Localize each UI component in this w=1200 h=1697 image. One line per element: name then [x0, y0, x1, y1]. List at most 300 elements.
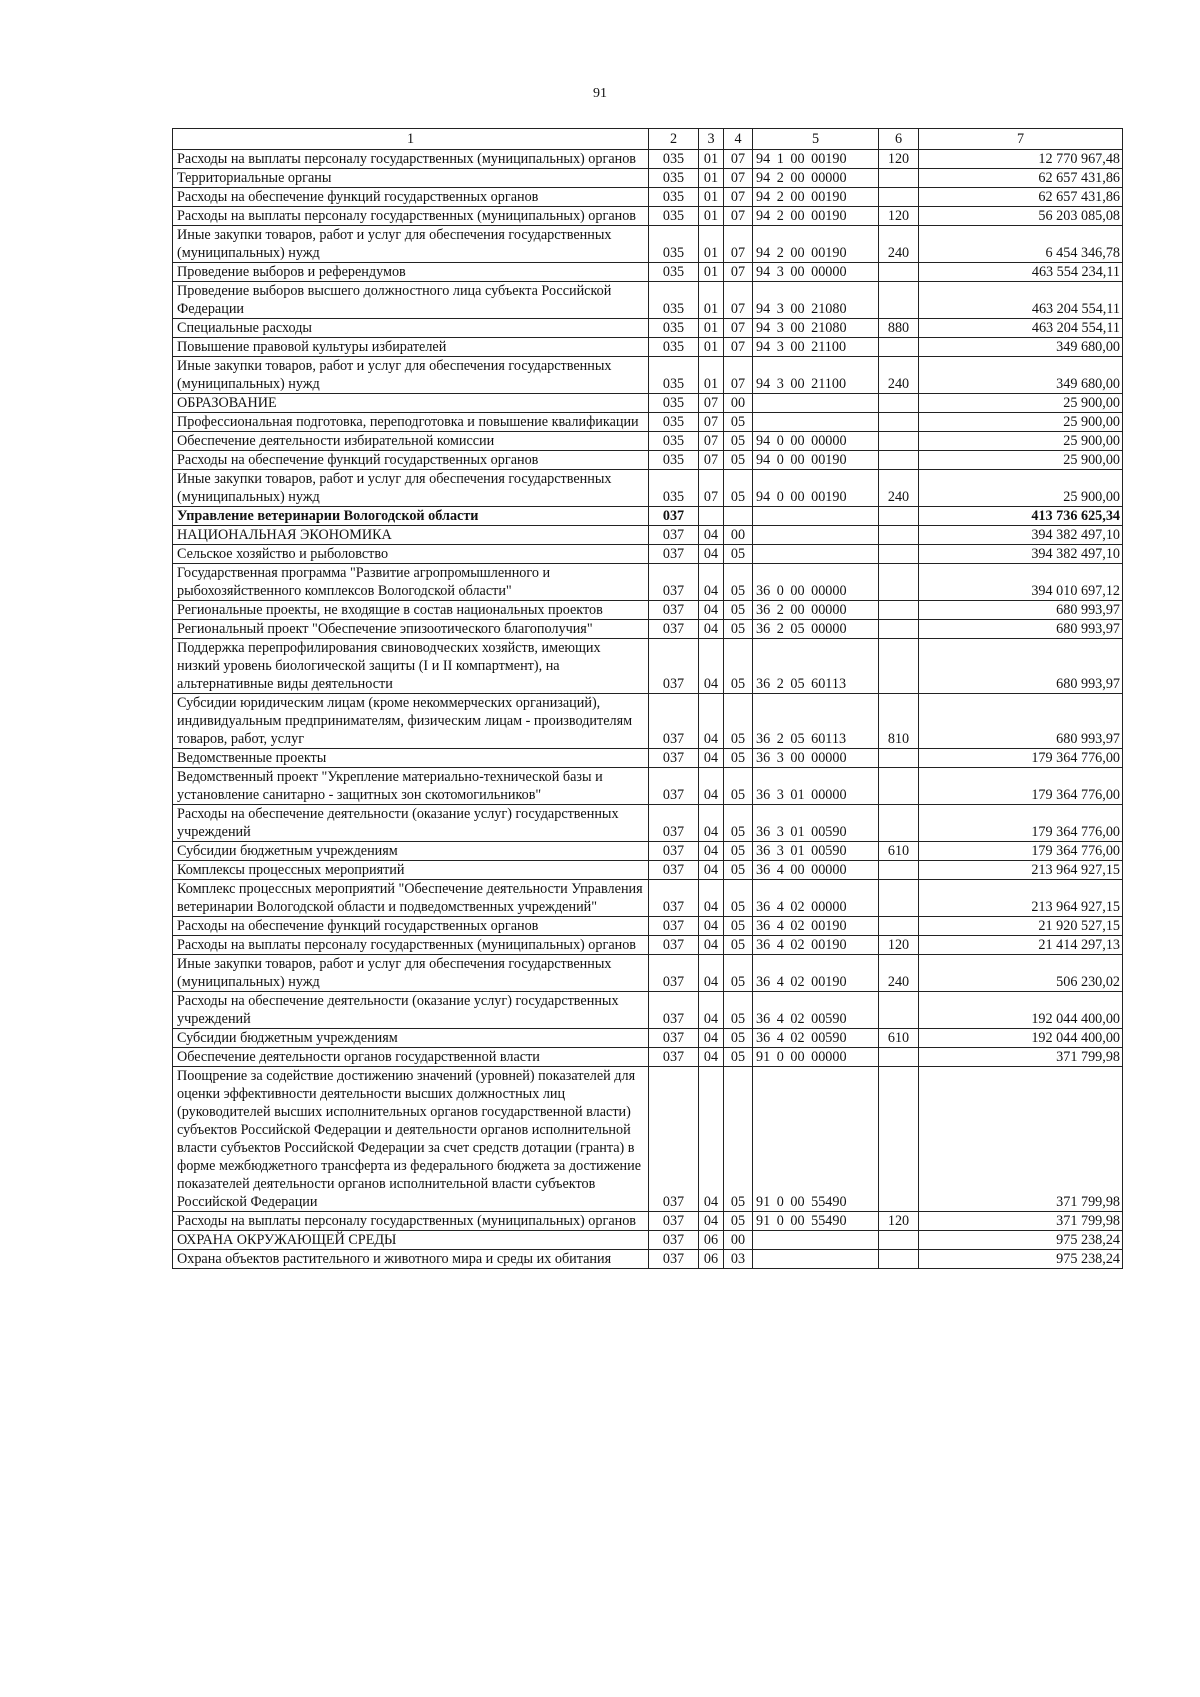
row-name-cell: Расходы на выплаты персоналу государственных (муниципальных) органов — [173, 1212, 649, 1231]
row-target-article-cell — [753, 526, 879, 545]
row-target-article-cell: 94 3 00 00000 — [753, 263, 879, 282]
table-row — [173, 805, 1123, 842]
row-section-cell: 04 — [699, 842, 724, 861]
row-target-article-cell: 36 4 02 00190 — [753, 936, 879, 955]
row-name-cell: Комплекс процессных мероприятий "Обеспечение деятельности Управления ветеринарии Вологодской области и подведомственных учреждений" — [173, 880, 649, 917]
row-amount-cell: 56 203 085,08 — [919, 207, 1123, 226]
row-amount-cell: 21 920 527,15 — [919, 917, 1123, 936]
column-header: 2 — [649, 129, 699, 150]
row-name-cell: Региональные проекты, не входящие в состав национальных проектов — [173, 601, 649, 620]
row-expense-type-cell — [879, 394, 919, 413]
row-target-article-cell: 36 4 02 00190 — [753, 917, 879, 936]
row-section-cell: 04 — [699, 564, 724, 601]
table-row — [173, 936, 1123, 955]
row-subsection-cell: 05 — [724, 451, 753, 470]
row-admin-code-cell: 035 — [649, 451, 699, 470]
row-subsection-cell: 07 — [724, 226, 753, 263]
row-admin-code-cell: 037 — [649, 564, 699, 601]
row-admin-code-cell: 037 — [649, 749, 699, 768]
row-amount-cell: 680 993,97 — [919, 694, 1123, 749]
row-section-cell: 01 — [699, 226, 724, 263]
row-name-cell: Субсидии юридическим лицам (кроме некоммерческих организаций), индивидуальным предпринимателям, физическим лицам - производителям товаров, работ, услуг — [173, 694, 649, 749]
row-admin-code-cell: 037 — [649, 620, 699, 639]
row-name-cell: Ведомственный проект "Укрепление материально-технической базы и установление санитарно - защитных зон скотомогильников" — [173, 768, 649, 805]
table-row — [173, 694, 1123, 749]
row-section-cell: 01 — [699, 169, 724, 188]
row-admin-code-cell: 035 — [649, 357, 699, 394]
row-expense-type-cell — [879, 263, 919, 282]
row-section-cell: 06 — [699, 1231, 724, 1250]
row-subsection-cell: 05 — [724, 861, 753, 880]
table-row — [173, 545, 1123, 564]
row-amount-cell: 25 900,00 — [919, 413, 1123, 432]
row-name-cell: Поощрение за содействие достижению значений (уровней) показателей для оценки эффективности деятельности высших должностных лиц (руководителей высших исполнительных органов государственной власти) субъектов Российской Федерации и деятельности органов исполнительной власти субъектов Российской Федерации за счет средств дотации (гранта) в форме межбюджетного трансферта из федерального бюджета за достижение показателей деятельности органов исполнительной власти субъектов Российской Федерации — [173, 1067, 649, 1212]
table-row — [173, 1231, 1123, 1250]
row-section-cell: 04 — [699, 805, 724, 842]
row-admin-code-cell: 037 — [649, 861, 699, 880]
row-section-cell: 07 — [699, 413, 724, 432]
row-target-article-cell — [753, 394, 879, 413]
row-target-article-cell: 36 3 00 00000 — [753, 749, 879, 768]
row-section-cell: 04 — [699, 861, 724, 880]
row-amount-cell: 25 900,00 — [919, 470, 1123, 507]
row-subsection-cell: 05 — [724, 413, 753, 432]
row-target-article-cell: 36 4 02 00000 — [753, 880, 879, 917]
row-subsection-cell — [724, 507, 753, 526]
row-subsection-cell: 00 — [724, 1231, 753, 1250]
table-row — [173, 1250, 1123, 1269]
row-amount-cell: 413 736 625,34 — [919, 507, 1123, 526]
row-admin-code-cell: 037 — [649, 955, 699, 992]
row-amount-cell: 213 964 927,15 — [919, 861, 1123, 880]
row-name-cell: Иные закупки товаров, работ и услуг для обеспечения государственных (муниципальных) нужд — [173, 955, 649, 992]
row-subsection-cell: 05 — [724, 917, 753, 936]
column-header: 1 — [173, 129, 649, 150]
row-expense-type-cell — [879, 1067, 919, 1212]
row-amount-cell: 463 204 554,11 — [919, 319, 1123, 338]
row-target-article-cell: 94 2 00 00190 — [753, 226, 879, 263]
row-section-cell: 01 — [699, 207, 724, 226]
row-expense-type-cell: 810 — [879, 694, 919, 749]
row-subsection-cell: 07 — [724, 319, 753, 338]
row-name-cell: Расходы на выплаты персоналу государственных (муниципальных) органов — [173, 207, 649, 226]
row-amount-cell: 349 680,00 — [919, 338, 1123, 357]
row-subsection-cell: 07 — [724, 263, 753, 282]
row-target-article-cell: 36 2 05 60113 — [753, 639, 879, 694]
row-section-cell: 04 — [699, 749, 724, 768]
row-subsection-cell: 05 — [724, 805, 753, 842]
table-row — [173, 470, 1123, 507]
row-target-article-cell — [753, 545, 879, 564]
row-subsection-cell: 05 — [724, 1212, 753, 1231]
table-row — [173, 282, 1123, 319]
row-admin-code-cell: 037 — [649, 507, 699, 526]
table-row — [173, 917, 1123, 936]
row-subsection-cell: 05 — [724, 992, 753, 1029]
row-expense-type-cell — [879, 1231, 919, 1250]
row-amount-cell: 463 554 234,11 — [919, 263, 1123, 282]
row-target-article-cell — [753, 1250, 879, 1269]
row-name-cell: Специальные расходы — [173, 319, 649, 338]
row-subsection-cell: 05 — [724, 768, 753, 805]
row-subsection-cell: 05 — [724, 620, 753, 639]
row-amount-cell: 213 964 927,15 — [919, 880, 1123, 917]
table-row — [173, 413, 1123, 432]
row-target-article-cell: 36 4 00 00000 — [753, 861, 879, 880]
row-target-article-cell: 94 3 00 21100 — [753, 338, 879, 357]
column-header: 5 — [753, 129, 879, 150]
row-name-cell: Иные закупки товаров, работ и услуг для обеспечения государственных (муниципальных) нужд — [173, 226, 649, 263]
row-admin-code-cell: 037 — [649, 1250, 699, 1269]
row-name-cell: Охрана объектов растительного и животного мира и среды их обитания — [173, 1250, 649, 1269]
row-amount-cell: 179 364 776,00 — [919, 842, 1123, 861]
row-expense-type-cell — [879, 639, 919, 694]
row-section-cell: 01 — [699, 338, 724, 357]
row-section-cell: 01 — [699, 263, 724, 282]
row-amount-cell: 463 204 554,11 — [919, 282, 1123, 319]
row-amount-cell: 680 993,97 — [919, 620, 1123, 639]
row-admin-code-cell: 035 — [649, 394, 699, 413]
row-target-article-cell: 94 2 00 00190 — [753, 207, 879, 226]
table-row — [173, 768, 1123, 805]
row-name-cell: Иные закупки товаров, работ и услуг для обеспечения государственных (муниципальных) нужд — [173, 357, 649, 394]
row-section-cell: 04 — [699, 880, 724, 917]
row-expense-type-cell — [879, 917, 919, 936]
row-amount-cell: 349 680,00 — [919, 357, 1123, 394]
row-target-article-cell — [753, 413, 879, 432]
table-row — [173, 357, 1123, 394]
row-amount-cell: 25 900,00 — [919, 432, 1123, 451]
row-name-cell: Иные закупки товаров, работ и услуг для обеспечения государственных (муниципальных) нужд — [173, 470, 649, 507]
row-amount-cell: 192 044 400,00 — [919, 992, 1123, 1029]
row-name-cell: Расходы на выплаты персоналу государственных (муниципальных) органов — [173, 936, 649, 955]
row-admin-code-cell: 035 — [649, 282, 699, 319]
row-expense-type-cell — [879, 545, 919, 564]
row-amount-cell: 192 044 400,00 — [919, 1029, 1123, 1048]
row-amount-cell: 506 230,02 — [919, 955, 1123, 992]
row-name-cell: Расходы на обеспечение функций государственных органов — [173, 917, 649, 936]
table-row — [173, 451, 1123, 470]
row-subsection-cell: 07 — [724, 338, 753, 357]
row-name-cell: Расходы на обеспечение функций государственных органов — [173, 451, 649, 470]
row-expense-type-cell: 240 — [879, 357, 919, 394]
table-row — [173, 263, 1123, 282]
row-expense-type-cell — [879, 805, 919, 842]
row-amount-cell: 975 238,24 — [919, 1250, 1123, 1269]
row-subsection-cell: 00 — [724, 526, 753, 545]
row-name-cell: Расходы на выплаты персоналу государственных (муниципальных) органов — [173, 150, 649, 169]
row-amount-cell: 25 900,00 — [919, 451, 1123, 470]
row-amount-cell: 21 414 297,13 — [919, 936, 1123, 955]
row-target-article-cell: 36 3 01 00000 — [753, 768, 879, 805]
row-target-article-cell: 94 3 00 21100 — [753, 357, 879, 394]
row-name-cell: Проведение выборов высшего должностного лица субъекта Российской Федерации — [173, 282, 649, 319]
row-name-cell: Проведение выборов и референдумов — [173, 263, 649, 282]
row-expense-type-cell: 120 — [879, 936, 919, 955]
row-admin-code-cell: 037 — [649, 768, 699, 805]
row-section-cell: 04 — [699, 526, 724, 545]
row-subsection-cell: 05 — [724, 936, 753, 955]
row-target-article-cell: 91 0 00 55490 — [753, 1212, 879, 1231]
row-section-cell: 04 — [699, 936, 724, 955]
row-expense-type-cell — [879, 1250, 919, 1269]
row-subsection-cell: 05 — [724, 470, 753, 507]
row-expense-type-cell — [879, 601, 919, 620]
row-admin-code-cell: 037 — [649, 936, 699, 955]
row-name-cell: Профессиональная подготовка, переподготовка и повышение квалификации — [173, 413, 649, 432]
table-row — [173, 319, 1123, 338]
row-section-cell: 06 — [699, 1250, 724, 1269]
row-admin-code-cell: 037 — [649, 1048, 699, 1067]
row-subsection-cell: 07 — [724, 282, 753, 319]
row-expense-type-cell — [879, 861, 919, 880]
table-row — [173, 620, 1123, 639]
row-amount-cell: 394 382 497,10 — [919, 526, 1123, 545]
row-section-cell: 04 — [699, 639, 724, 694]
row-admin-code-cell: 037 — [649, 842, 699, 861]
row-name-cell: Обеспечение деятельности органов государственной власти — [173, 1048, 649, 1067]
row-admin-code-cell: 037 — [649, 526, 699, 545]
row-target-article-cell — [753, 1231, 879, 1250]
row-expense-type-cell — [879, 413, 919, 432]
row-expense-type-cell — [879, 338, 919, 357]
row-amount-cell: 179 364 776,00 — [919, 749, 1123, 768]
row-name-cell: Расходы на обеспечение деятельности (оказание услуг) государственных учреждений — [173, 992, 649, 1029]
row-subsection-cell: 07 — [724, 207, 753, 226]
row-admin-code-cell: 037 — [649, 639, 699, 694]
row-admin-code-cell: 037 — [649, 1231, 699, 1250]
row-section-cell: 04 — [699, 992, 724, 1029]
row-section-cell: 04 — [699, 1212, 724, 1231]
row-target-article-cell: 36 3 01 00590 — [753, 805, 879, 842]
row-admin-code-cell: 035 — [649, 338, 699, 357]
row-subsection-cell: 05 — [724, 749, 753, 768]
row-amount-cell: 394 010 697,12 — [919, 564, 1123, 601]
row-amount-cell: 6 454 346,78 — [919, 226, 1123, 263]
row-admin-code-cell: 035 — [649, 226, 699, 263]
row-target-article-cell: 36 4 02 00190 — [753, 955, 879, 992]
row-target-article-cell: 94 0 00 00190 — [753, 451, 879, 470]
table-row — [173, 880, 1123, 917]
table-row — [173, 992, 1123, 1029]
row-name-cell: Комплексы процессных мероприятий — [173, 861, 649, 880]
row-expense-type-cell: 880 — [879, 319, 919, 338]
row-target-article-cell: 36 3 01 00590 — [753, 842, 879, 861]
row-expense-type-cell — [879, 768, 919, 805]
row-admin-code-cell: 037 — [649, 1067, 699, 1212]
row-subsection-cell: 05 — [724, 639, 753, 694]
row-section-cell: 07 — [699, 470, 724, 507]
row-amount-cell: 975 238,24 — [919, 1231, 1123, 1250]
row-subsection-cell: 05 — [724, 842, 753, 861]
table-row — [173, 639, 1123, 694]
row-amount-cell: 680 993,97 — [919, 601, 1123, 620]
table-row — [173, 861, 1123, 880]
table-row — [173, 564, 1123, 601]
row-name-cell: Повышение правовой культуры избирателей — [173, 338, 649, 357]
row-expense-type-cell — [879, 282, 919, 319]
budget-table — [172, 128, 1123, 1269]
row-name-cell: Государственная программа "Развитие агропромышленного и рыбохозяйственного комплексов Вологодской области" — [173, 564, 649, 601]
column-header: 6 — [879, 129, 919, 150]
table-row — [173, 1029, 1123, 1048]
row-expense-type-cell: 240 — [879, 955, 919, 992]
row-admin-code-cell: 037 — [649, 1029, 699, 1048]
row-section-cell: 07 — [699, 394, 724, 413]
table-row — [173, 749, 1123, 768]
row-expense-type-cell: 120 — [879, 207, 919, 226]
row-expense-type-cell: 610 — [879, 1029, 919, 1048]
table-row — [173, 432, 1123, 451]
row-section-cell: 04 — [699, 1029, 724, 1048]
row-section-cell: 04 — [699, 601, 724, 620]
row-name-cell: НАЦИОНАЛЬНАЯ ЭКОНОМИКА — [173, 526, 649, 545]
row-target-article-cell: 36 2 05 60113 — [753, 694, 879, 749]
row-admin-code-cell: 035 — [649, 413, 699, 432]
row-section-cell: 07 — [699, 432, 724, 451]
row-target-article-cell: 94 3 00 21080 — [753, 282, 879, 319]
row-subsection-cell: 05 — [724, 694, 753, 749]
row-admin-code-cell: 037 — [649, 1212, 699, 1231]
row-amount-cell: 371 799,98 — [919, 1048, 1123, 1067]
row-expense-type-cell — [879, 169, 919, 188]
row-section-cell: 01 — [699, 357, 724, 394]
row-target-article-cell: 94 2 00 00190 — [753, 188, 879, 207]
row-expense-type-cell: 240 — [879, 470, 919, 507]
row-subsection-cell: 07 — [724, 188, 753, 207]
row-expense-type-cell — [879, 507, 919, 526]
column-header: 7 — [919, 129, 1123, 150]
row-name-cell: Поддержка перепрофилирования свиноводческих хозяйств, имеющих низкий уровень биологической защиты (I и II компартмент), на альтернативные виды деятельности — [173, 639, 649, 694]
table-row — [173, 338, 1123, 357]
row-name-cell: Региональный проект "Обеспечение эпизоотического благополучия" — [173, 620, 649, 639]
row-target-article-cell: 36 0 00 00000 — [753, 564, 879, 601]
row-section-cell: 04 — [699, 545, 724, 564]
row-target-article-cell: 91 0 00 00000 — [753, 1048, 879, 1067]
row-section-cell: 04 — [699, 694, 724, 749]
row-name-cell: Обеспечение деятельности избирательной комиссии — [173, 432, 649, 451]
row-target-article-cell: 36 2 05 00000 — [753, 620, 879, 639]
row-amount-cell: 179 364 776,00 — [919, 805, 1123, 842]
row-expense-type-cell — [879, 1048, 919, 1067]
row-subsection-cell: 05 — [724, 955, 753, 992]
row-subsection-cell: 05 — [724, 564, 753, 601]
table-row — [173, 394, 1123, 413]
row-amount-cell: 12 770 967,48 — [919, 150, 1123, 169]
row-subsection-cell: 05 — [724, 1067, 753, 1212]
row-expense-type-cell: 240 — [879, 226, 919, 263]
row-subsection-cell: 07 — [724, 169, 753, 188]
row-name-cell: Ведомственные проекты — [173, 749, 649, 768]
row-target-article-cell: 36 4 02 00590 — [753, 992, 879, 1029]
row-target-article-cell — [753, 507, 879, 526]
row-subsection-cell: 05 — [724, 880, 753, 917]
row-target-article-cell: 94 0 00 00000 — [753, 432, 879, 451]
row-target-article-cell: 91 0 00 55490 — [753, 1067, 879, 1212]
row-admin-code-cell: 037 — [649, 917, 699, 936]
table-row — [173, 169, 1123, 188]
table-row — [173, 188, 1123, 207]
row-name-cell: Субсидии бюджетным учреждениям — [173, 842, 649, 861]
row-expense-type-cell: 120 — [879, 1212, 919, 1231]
row-section-cell: 04 — [699, 768, 724, 805]
row-subsection-cell: 05 — [724, 1029, 753, 1048]
table-row — [173, 507, 1123, 526]
row-amount-cell: 62 657 431,86 — [919, 169, 1123, 188]
page-number: 91 — [593, 86, 607, 101]
row-subsection-cell: 07 — [724, 357, 753, 394]
row-admin-code-cell: 037 — [649, 880, 699, 917]
row-section-cell: 04 — [699, 1048, 724, 1067]
table-body — [173, 150, 1123, 1269]
row-admin-code-cell: 035 — [649, 207, 699, 226]
row-admin-code-cell: 037 — [649, 805, 699, 842]
row-subsection-cell: 05 — [724, 1048, 753, 1067]
row-expense-type-cell — [879, 880, 919, 917]
row-admin-code-cell: 035 — [649, 188, 699, 207]
row-expense-type-cell — [879, 620, 919, 639]
row-admin-code-cell: 035 — [649, 263, 699, 282]
row-admin-code-cell: 035 — [649, 150, 699, 169]
row-target-article-cell: 94 1 00 00190 — [753, 150, 879, 169]
row-subsection-cell: 05 — [724, 601, 753, 620]
row-admin-code-cell: 035 — [649, 169, 699, 188]
row-target-article-cell: 36 2 00 00000 — [753, 601, 879, 620]
row-section-cell: 01 — [699, 319, 724, 338]
table-row — [173, 955, 1123, 992]
row-section-cell — [699, 507, 724, 526]
row-name-cell: Расходы на обеспечение функций государственных органов — [173, 188, 649, 207]
row-subsection-cell: 00 — [724, 394, 753, 413]
row-admin-code-cell: 035 — [649, 470, 699, 507]
row-section-cell: 01 — [699, 188, 724, 207]
table-row — [173, 526, 1123, 545]
row-subsection-cell: 05 — [724, 545, 753, 564]
row-section-cell: 04 — [699, 1067, 724, 1212]
table-row — [173, 150, 1123, 169]
table-row — [173, 1067, 1123, 1212]
row-name-cell: ОХРАНА ОКРУЖАЮЩЕЙ СРЕДЫ — [173, 1231, 649, 1250]
row-expense-type-cell — [879, 188, 919, 207]
row-section-cell: 04 — [699, 620, 724, 639]
table-row — [173, 207, 1123, 226]
row-admin-code-cell: 037 — [649, 545, 699, 564]
row-section-cell: 04 — [699, 917, 724, 936]
row-amount-cell: 371 799,98 — [919, 1212, 1123, 1231]
row-section-cell: 07 — [699, 451, 724, 470]
row-admin-code-cell: 037 — [649, 601, 699, 620]
column-header: 3 — [699, 129, 724, 150]
row-section-cell: 01 — [699, 282, 724, 319]
row-subsection-cell: 05 — [724, 432, 753, 451]
row-amount-cell: 179 364 776,00 — [919, 768, 1123, 805]
row-expense-type-cell — [879, 432, 919, 451]
table-row — [173, 1212, 1123, 1231]
table-row — [173, 1048, 1123, 1067]
row-section-cell: 04 — [699, 955, 724, 992]
row-name-cell: Расходы на обеспечение деятельности (оказание услуг) государственных учреждений — [173, 805, 649, 842]
row-amount-cell: 680 993,97 — [919, 639, 1123, 694]
row-target-article-cell: 94 0 00 00190 — [753, 470, 879, 507]
column-header: 4 — [724, 129, 753, 150]
row-section-cell: 01 — [699, 150, 724, 169]
row-expense-type-cell — [879, 749, 919, 768]
row-target-article-cell: 94 3 00 21080 — [753, 319, 879, 338]
row-admin-code-cell: 037 — [649, 992, 699, 1029]
table-header-row — [173, 129, 1123, 150]
row-amount-cell: 371 799,98 — [919, 1067, 1123, 1212]
row-expense-type-cell — [879, 526, 919, 545]
